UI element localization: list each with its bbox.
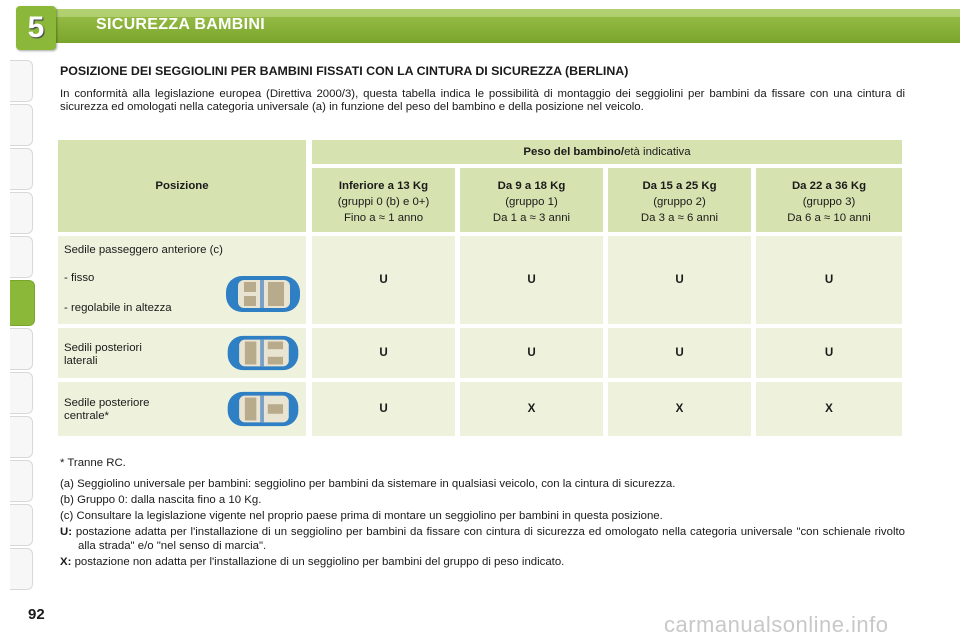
chapter-tab[interactable]: [10, 548, 33, 590]
page-number: 92: [28, 606, 45, 623]
row-label-line: - fisso: [64, 272, 95, 284]
row-label-line: Sedile passeggero anteriore (c): [64, 244, 223, 256]
table-cell: [608, 328, 751, 378]
note-a: (a) Seggiolino universale per bambini: seggiolino per bambini da sistemare in qualsiasi veicolo, con la cintura di sicurezza.: [60, 478, 676, 490]
weight-header-bold: Peso del bambino/: [523, 146, 625, 158]
cell-value: U: [527, 273, 536, 286]
car-seat-diagram-icon: [224, 332, 302, 374]
table-cell: [460, 328, 603, 378]
table-cell: [608, 236, 751, 324]
position-header-cell: [58, 140, 306, 232]
column-title: Da 9 a 18 Kg: [497, 180, 566, 192]
watermark: carmanualsonline.info: [664, 612, 889, 637]
chapter-number: 5: [27, 11, 45, 44]
table-cell: [460, 382, 603, 436]
column-age: Fino a ≈ 1 anno: [343, 212, 424, 224]
table-row-label: [58, 382, 306, 436]
cell-value: X: [527, 402, 536, 415]
note-x-label: X:: [60, 556, 72, 568]
chapter-tab[interactable]: [10, 148, 33, 190]
column-group: (gruppi 0 (b) e 0+): [337, 196, 430, 208]
weight-header-normal: età indicativa: [624, 146, 691, 158]
row-label-line: - regolabile in altezza: [64, 302, 172, 314]
chapter-tab[interactable]: [10, 192, 33, 234]
cell-value: X: [825, 402, 833, 415]
column-group: (gruppo 3): [802, 196, 856, 208]
cell-value: U: [675, 346, 684, 359]
weight-header-cell: [312, 140, 902, 164]
column-title: Da 22 a 36 Kg: [791, 180, 867, 192]
column-age: Da 6 a ≈ 10 anni: [787, 212, 871, 224]
chapter-tab[interactable]: [10, 104, 33, 146]
table-row-label: [58, 236, 306, 324]
column-group: (gruppo 1): [505, 196, 558, 208]
note-u: [60, 525, 905, 553]
intro-paragraph: In conformità alla legislazione europea (Direttiva 2000/3), questa tabella indica le possibilità di montaggio dei seggiolini per bambini da fissare con una cintura di sicurezza ed omologati nella categoria universale (a) in funzione del peso del bambino e della posizione nel veicolo.: [60, 88, 905, 113]
position-header: Posizione: [155, 180, 209, 192]
section-title: POSIZIONE DEI SEGGIOLINI PER BAMBINI FISSATI CON LA CINTURA DI SICUREZZA (BERLINA): [60, 64, 629, 78]
table-cell: [756, 236, 902, 324]
chapter-tab[interactable]: [10, 328, 33, 370]
chapter-tab[interactable]: [10, 60, 33, 102]
table-cell: [608, 382, 751, 436]
note-u-text: postazione adatta per l'installazione di un seggiolino per bambini da fissare con cintura di sicurezza ed omologato nella categoria universale "con schienale rivolto alla strada" e/o "nel senso di marcia".: [75, 526, 905, 552]
car-seat-diagram-icon: [224, 272, 302, 316]
page-header: [0, 0, 960, 48]
row-label-line: Sedile posteriore: [64, 397, 150, 409]
cell-value: U: [379, 273, 388, 286]
footnotes: [60, 456, 905, 569]
column-group: (gruppo 2): [653, 196, 706, 208]
chapter-tab[interactable]: [10, 460, 33, 502]
table-cell: [312, 236, 455, 324]
row-label-line: centrale*: [64, 410, 109, 422]
chapter-tab[interactable]: [10, 504, 33, 546]
chapter-tab[interactable]: [10, 236, 33, 278]
cell-value: U: [379, 346, 388, 359]
note-c: (c) Consultare la legislazione vigente nel proprio paese prima di montare un seggiolino per bambini in questa posizione.: [60, 510, 663, 522]
chapter-tabs: [0, 60, 32, 580]
cell-value: X: [675, 402, 684, 415]
cell-value: U: [824, 346, 834, 359]
cell-value: U: [527, 346, 536, 359]
column-header: [756, 168, 902, 232]
table-cell: [312, 382, 455, 436]
cell-value: U: [675, 273, 684, 286]
note-asterisk: * Tranne RC.: [60, 457, 126, 469]
column-title: Da 15 a 25 Kg: [642, 180, 717, 192]
header-title: SICUREZZA BAMBINI: [96, 16, 265, 33]
column-title: Inferiore a 13 Kg: [338, 180, 429, 192]
note-x-text: postazione non adatta per l'installazione di un seggiolino per bambini del gruppo di peso indicato.: [74, 556, 565, 568]
column-age: Da 3 a ≈ 6 anni: [640, 212, 719, 224]
table-row-label: [58, 328, 306, 378]
table-cell: [756, 328, 902, 378]
note-b: (b) Gruppo 0: dalla nascita fino a 10 Kg.: [60, 494, 262, 506]
cell-value: U: [379, 402, 388, 415]
car-seat-diagram-icon: [224, 388, 302, 430]
note-x: [60, 555, 905, 569]
column-header: [460, 168, 603, 232]
note-u-label: U:: [60, 526, 73, 538]
cell-value: U: [824, 273, 834, 286]
column-header: [608, 168, 751, 232]
chapter-tab[interactable]: [10, 372, 33, 414]
column-header: [312, 168, 455, 232]
row-label-line: Sedili posteriori: [64, 342, 142, 354]
table-cell: [460, 236, 603, 324]
chapter-tab[interactable]: [10, 416, 33, 458]
row-label-line: laterali: [64, 355, 98, 367]
table-cell: [756, 382, 902, 436]
column-age: Da 1 a ≈ 3 anni: [492, 212, 571, 224]
table-cell: [312, 328, 455, 378]
chapter-tab-active[interactable]: [10, 280, 35, 326]
